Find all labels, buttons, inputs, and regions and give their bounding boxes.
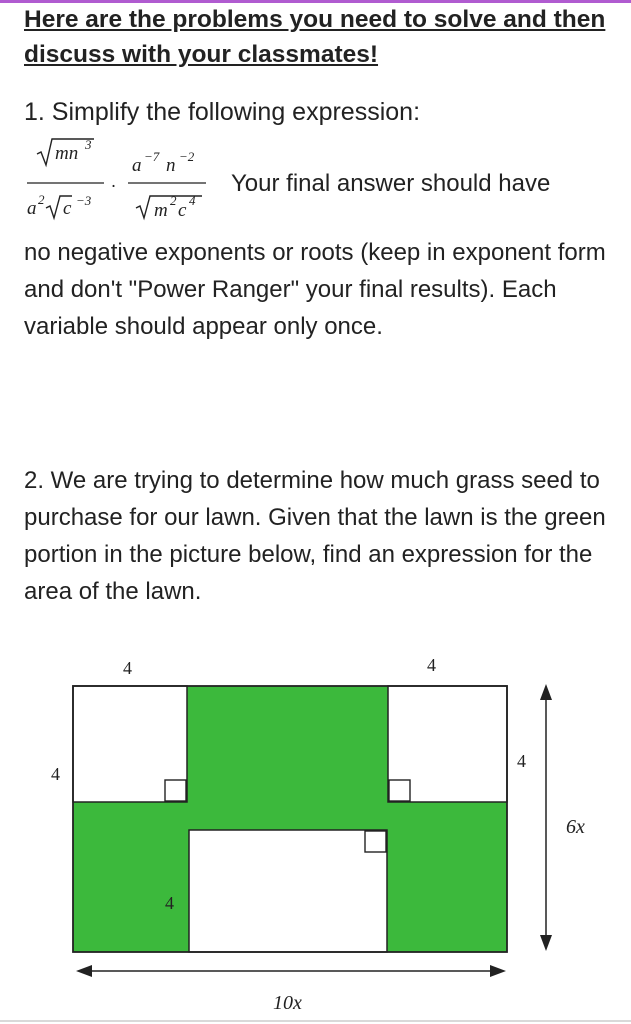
fraction-2 bbox=[128, 149, 206, 221]
page-heading: Here are the problems you need to solve and then discuss with your classmates! bbox=[24, 6, 606, 68]
multiplication-dot: · bbox=[111, 176, 116, 196]
problem-2-text: 2. We are trying to determine how much grass seed to purchase for our lawn. Given that the lawn is the green portion in the picture below, find an expression for the area of the lawn. bbox=[24, 467, 606, 605]
fraction-1 bbox=[27, 137, 104, 219]
height-dimension-arrow bbox=[540, 684, 552, 951]
label-width-10x: 10x bbox=[273, 992, 302, 1014]
label-left-side: 4 bbox=[51, 764, 60, 784]
radicand-c2: c bbox=[178, 200, 187, 221]
numerator-n: n bbox=[166, 155, 176, 176]
right-angle-marker-left bbox=[165, 780, 186, 801]
label-top-right: 4 bbox=[427, 655, 436, 675]
bottom-center-rectangle bbox=[189, 830, 387, 952]
label-inner: 4 bbox=[165, 893, 174, 913]
right-angle-marker-inner bbox=[365, 831, 386, 852]
problem-1-title: 1. Simplify the following expression: bbox=[24, 98, 421, 126]
label-right-side: 4 bbox=[517, 751, 526, 771]
label-height-6x: 6x bbox=[566, 816, 585, 838]
expression-formula bbox=[24, 136, 224, 232]
exponent-neg-7: −7 bbox=[144, 149, 160, 164]
denominator-a: a bbox=[27, 198, 37, 219]
radicand-m: m bbox=[154, 200, 168, 221]
exponent-c-4: 4 bbox=[189, 193, 196, 208]
radicand-mn: mn bbox=[55, 143, 79, 164]
numerator-a: a bbox=[132, 155, 142, 176]
radicand-c: c bbox=[63, 198, 72, 219]
label-top-left: 4 bbox=[123, 658, 132, 678]
exponent-neg-2: −2 bbox=[179, 149, 195, 164]
exponent-2: 2 bbox=[38, 192, 45, 207]
problem-1-instructions: no negative exponents or roots (keep in exponent form and don't "Power Ranger" your final results). Each variable should appear only once. bbox=[24, 239, 606, 340]
final-answer-text: Your final answer should have bbox=[231, 170, 551, 197]
right-angle-marker-right bbox=[389, 780, 410, 801]
bottom-border-line bbox=[0, 1020, 631, 1022]
exponent-3: 3 bbox=[85, 137, 92, 152]
lawn-diagram bbox=[0, 640, 631, 1020]
exponent-m-2: 2 bbox=[170, 193, 177, 208]
exponent-neg-3: −3 bbox=[76, 193, 92, 208]
width-dimension-arrow bbox=[76, 965, 506, 977]
